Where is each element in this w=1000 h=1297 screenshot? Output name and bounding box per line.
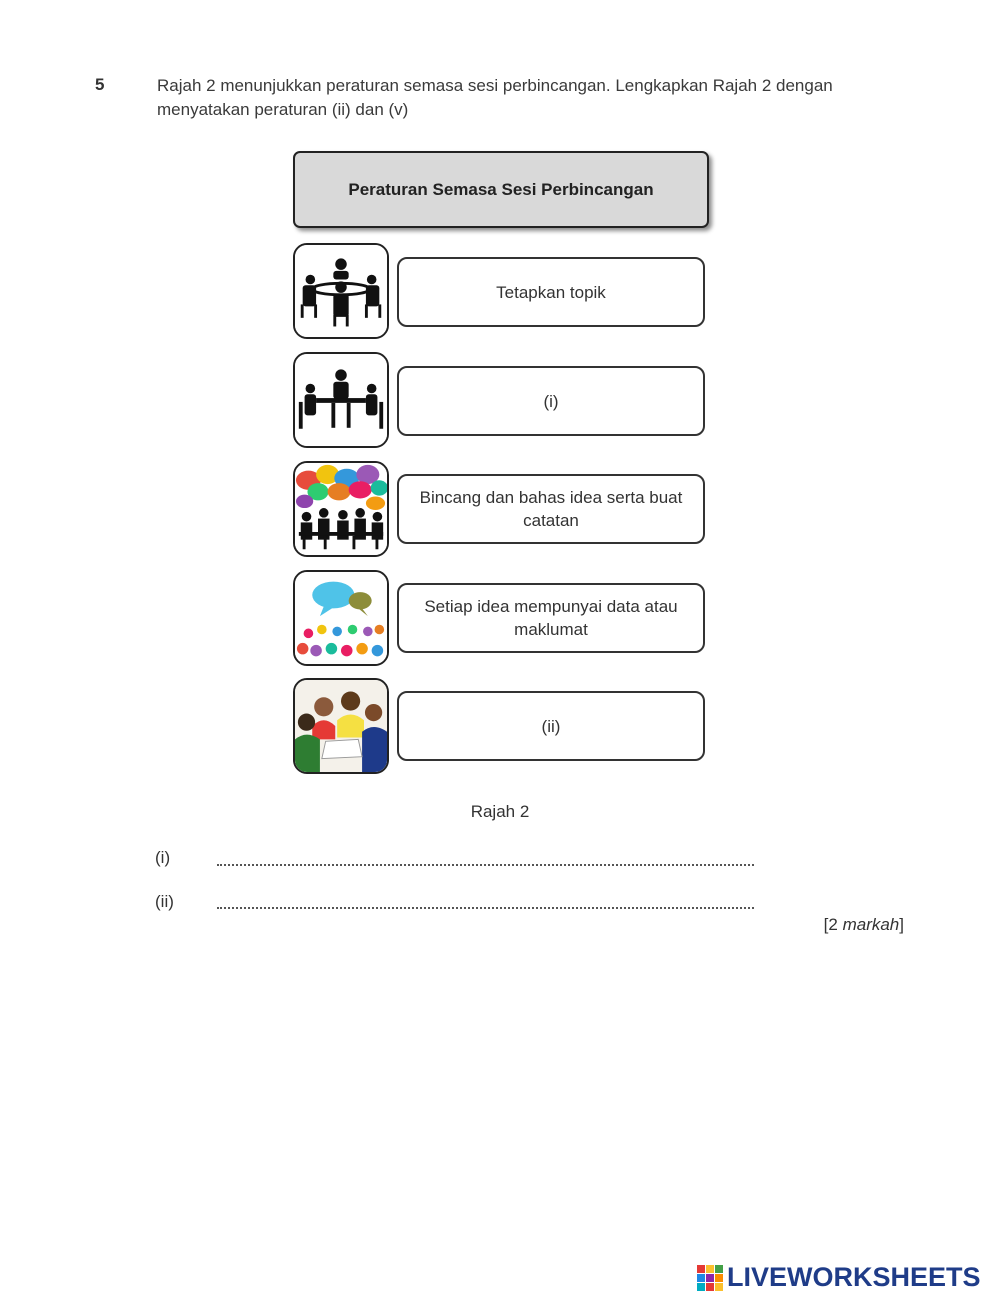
colorful-people-speech-icon <box>293 570 389 666</box>
question-number: 5 <box>95 75 105 94</box>
liveworksheets-logo-icon <box>697 1265 723 1291</box>
answer-line-ii[interactable] <box>217 907 754 909</box>
marks-suffix: ] <box>899 915 904 934</box>
step-2-box: (i) <box>397 366 705 436</box>
group-work-icon <box>293 678 389 774</box>
answer-label-i: (i) <box>155 848 171 867</box>
step-1-box: Tetapkan topik <box>397 257 705 327</box>
question-text: Rajah 2 menunjukkan peraturan semasa sesi perbincangan. Lengkapkan Rajah 2 dengan menyatakan peraturan (ii) dan (v) <box>157 76 833 119</box>
liveworksheets-brand <box>697 1262 981 1293</box>
step-3-box: Bincang dan bahas idea serta buat catatan <box>397 474 705 544</box>
meeting-table-icon <box>293 243 389 339</box>
discussion-table-icon <box>293 352 389 448</box>
answer-label-ii: (ii) <box>155 892 174 911</box>
diagram-caption: Rajah 2 <box>470 802 530 821</box>
diagram-title-box: Peraturan Semasa Sesi Perbincangan <box>293 151 709 228</box>
brand-text: LIVEWORKSHEETS <box>727 1262 981 1292</box>
step-4-box: Setiap idea mempunyai data atau maklumat <box>397 583 705 653</box>
answer-line-i[interactable] <box>217 864 754 866</box>
marks-prefix: [2 <box>823 915 843 934</box>
marks-label <box>824 915 904 935</box>
marks-word: markah <box>842 915 900 934</box>
step-5-box: (ii) <box>397 691 705 761</box>
speech-bubbles-group-icon <box>293 461 389 557</box>
